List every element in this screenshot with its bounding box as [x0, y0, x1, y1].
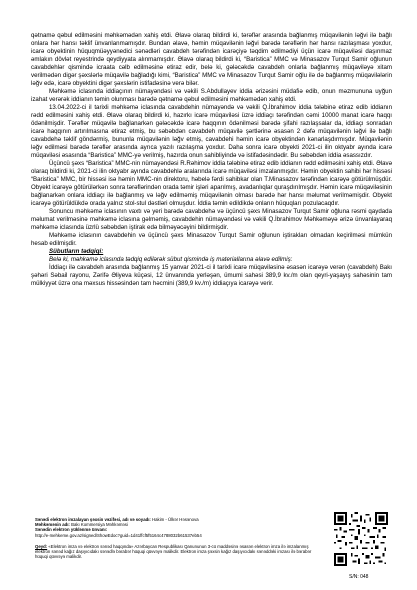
paragraph-4: Üçüncü şəxs “Baristica” MMC-nin nümayəndəsi R.Rəhimov iddia tələbinə etiraz edib iddianın rədd edilməsini xahiş etdi. Əlavə olaraq bildirdi ki, 2021-ci ilin oktyabr ayında cavabdehlə aralarında icarə müqaviləsi imzalanmışdır. Həmin obyektin sahibi hər hissəsi “Baristica” MMC, bir hissəsi isə həmin MMC-nin direktoru, həbelə fərdi sahibkar olan T.Minasazov tərəfindən icarəyə götürülmüşdür. Obyekt icarəyə götürülərkən sonra tərəflərindən orada təmir işləri aparılmış, avadanlıqlar quraşdırılmışdır. Həmin icarə müqaviləsinin bağlanarkən onlara iddiaçı ilə bağlanmış və ləğv edilməmiş müqavilənin olması barədə hər hansı məlumat verilməmişdir. Obyekt icarəyə götürüldükdə orada yalnız stol-stul dəstləri olmuşdur. İddia təmin edildikdə onların hüquqları pozulacaqdır.	[31, 160, 392, 207]
download-url-link[interactable]: http://e-mehkeme.gov.az/signed/ShowEdoc?guid=1d41ffcf5f5164c4788032b61537eb54	[35, 532, 202, 538]
paragraph-1: qətnamə qəbul edilməsini məhkəmədən xahiş etdi. Əlavə olaraq bildirdi ki, tərəflər arasında bağlanmış müqavilənin ləğvi ilə bağlı onlara hər hansı təklif ünvanlanmamışdır. Bundan əlavə, həmin müqavilənin ləğvi barədə tərəflərin hər hansı razılaşması yoxdur, icarə obyektinin hüquqmüəyyənedici sənədləri cavabdeh tərəfindən icarəçiyə təqdim edilmədiyi üçün icarə müqaviləsi daşınmaz əmlakın dövlət reyestrində qeydiyyata alınmamışdır. Əlavə olaraq bildirdi ki, “Baristica” MMC və Minasazov Turqut Samir oğlunun cavabdehlər qismində icraata cəlb edilməsinə etiraz edir, belə ki, gələcəkdə cavabdeh onlarla bağlanmış müqaviləyə xitam verilmədən digər şəxslərlə müqavilə bağladığı kimi, “Baristica” MMC və Minasazov Turqut Samir oğlu ilə də bağlanmış müqavilələrin ləğv edə, icarə obyektini digər şəxslərin istifadəsinə verə bilər.	[31, 32, 392, 87]
download-label: Sənədin elektron yüklənmə ünvanı:	[35, 527, 108, 533]
signer-value: Hakim - Ülkər Həsənova	[152, 517, 199, 522]
paragraph-7: Belə ki, məhkəmə iclasında tədqiq edilərək sübut qismində iş materiallarına əlavə edilmiş:	[49, 256, 293, 263]
paragraph-5: Sonuncu məhkəmə iclasının vaxtı və yeri barədə cavabdehə və üçüncü şəxs Minasazov Turqut Samir oğluna rəsmi qaydada məlumat verilməsinə məhkəmə iclasına gəlməmiş, cavabdehin nümayəndəsi və vəkili Q.İbrahimov Məhkəməyə ərizə ünvanlayaraq məhkəmə iclasında üzrlü səbəbdən iştirak edə bilməyəcəyini bildirmişdir.	[31, 208, 392, 231]
qr-code-icon	[334, 512, 388, 566]
note-text: «Elektron imza və elektron sənəd haqqında» Azərbaycan Respublikası Qanununun 3-cü maddəsinə əsasən elektron imza ilə imzalanmış elektron sənəd kağız daşıyıcıdakı sənədlə bərabər hüquqi qüvvəyə malikdir. Elektron imza şəxsin kağız daşıyıcıdakı sənəddəki imzası ilə bərabər hüquqi qüvvəyə malikdir.	[35, 543, 312, 560]
paragraph-8: İddiaçı ilə cavabdeh arasında bağlanmış 15 yanvar 2021-ci il tarixli icarə müqaviləsinə əsasən icarəyə verən (cavabdeh) Bakı şəhəri Səbail rayonu, Zərifə Əliyeva küçəsi, 12 ünvanında yerləşən, ümumi sahəsi 389,9 kv./m olan qeyri-yaşayış sahəsinin tam mülkiyyət üzrə ona məxsus hissəsindən tam həcmini (389,9 kv./m) iddiaçıya icarəyə verir.	[31, 264, 392, 287]
paragraph-3: 13.04.2022-ci il tarixli məhkəmə iclasında cavabdehin nümayəndə və vəkili Q.İbrahimov iddia tələbinə etiraz edib iddianın rədd edilməsini xahiş etdi. Əlavə olaraq bildirdi ki, hazırkı icarə müqaviləsi üzrə iddiaçı tərəfindən cəmi 10000 manat icarə haqqı ödənilmişdir. Tərəflər müqavilə bağlanarkən gələcəkdə icarə haqqının ödənilməsi barədə şifahi razılaşsalar da, iddiaçı sonradan icarə haqqının artırılmasına etiraz etmiş, bu səbəbdən cavabdeh müqavilə şərtlərinə əsasən 2 dəfə müqavilənin ləğvi ilə bağlı cavabdehə təklif göndərmiş, bununla müqavilənin ləğv etmiş, cavabdehi həmin icarə obyektindən kənarlaşdırmışdır. Müqavilənin ləğv edilməsi barədə tərəflər arasında ayrıca yazılı razılaşma yoxdur. Daha sonra icarə obyekti 2021-ci ilin oktyabr ayında icarə müqaviləsi əsasında “Baristica” MMC-yə verilmiş, hazırda onun sahibliyində və istifadəsindədir. Bu səbəbdən iddia əsassızdır.	[31, 104, 392, 159]
section-heading-evidence: Sübutların tədqiqi:	[49, 248, 104, 255]
note-label: Qeyd:	[35, 543, 48, 549]
page-number: S/N: 048	[349, 574, 369, 580]
paragraph-6: Məhkəmə iclasının cavabdehin və üçüncü şəxs Minasazov Turqut Samir oğlunun iştirakları olmadan keçirilməsi mümkün hesab edilmişdir.	[31, 232, 392, 247]
court-label: Məhkəmənin adı:	[35, 522, 70, 528]
court-value: Bakı Kommersiya Məhkəməsi	[71, 522, 128, 528]
signer-label: Sənədi elektron imzalayan şəxsin vəzifəsi, adı və soyadı:	[35, 517, 151, 522]
legal-note	[35, 544, 320, 560]
signature-footer	[35, 517, 335, 559]
paragraph-2: Məhkəmə iclasında iddiaçının nümayəndəsi və vəkili S.Abdullayev iddia ərizəsini müdafiə edib, onun məzmununa uyğun izahat verərək iddianın təmin olunması barədə qətnamə qəbul edilməsini məhkəmədən xahiş etdi.	[31, 88, 392, 103]
document-body	[31, 32, 392, 288]
